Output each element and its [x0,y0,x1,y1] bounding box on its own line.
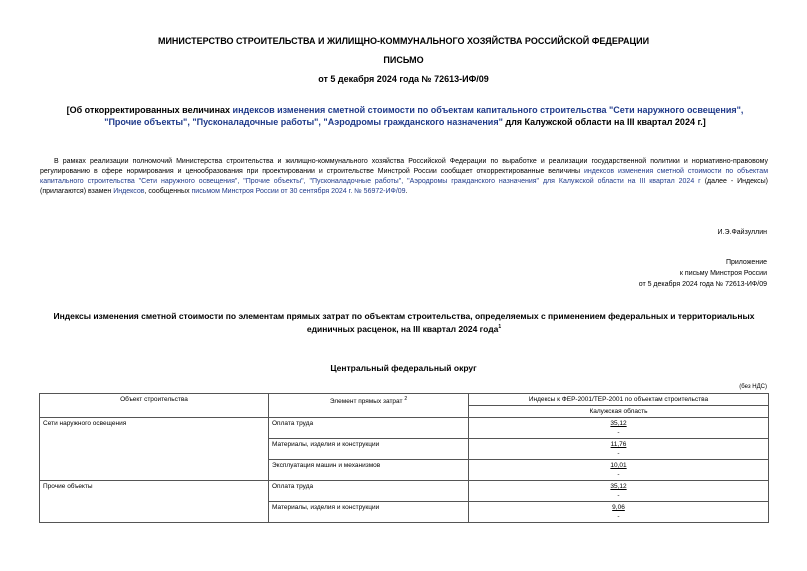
table-header-row [40,394,769,406]
body-link-previous-indices[interactable]: Индексов [113,188,145,195]
row-value-cell [469,502,769,523]
footnote-mark[interactable]: 1 [498,324,502,330]
header-indices: Индексы к ФЕР-2001/ТЕР-2001 по объектам строительства [469,394,769,406]
appendix-date: от 5 декабря 2024 года № 72613-ИФ/09 [638,281,767,288]
header-region: Калужская область [469,406,769,418]
table-row [40,418,769,439]
appendix-title-text: Индексы изменения сметной стоимости по элементам прямых затрат по объектам строительства, определяемых с применением федеральных и территориальных единичных расценок, на III квартал 2024 года [53,311,755,334]
body-text-4: . [405,188,408,195]
body-link-indices[interactable]: индексов изменения сметной стоимости по объектам капитального строительства "Сети наружного освещения", "Прочие объекты", "Пусконаладочные работы", "Аэродромы гражданского назначения" для Калужской области на III квартал 2024 г [40,168,769,185]
row-element: Оплата труда [269,418,469,439]
body-link-letter[interactable]: письмом Минстроя России от 30 сентября 2024 г. № 56972-ИФ/09 [191,188,406,195]
subject-close: для Калужской области на III квартал 2024 г.] [502,117,706,127]
subject-link[interactable]: индексов изменения сметной стоимости по объектам капитального строительства "Сети наружного освещения", "Прочие объекты", "Пусконаладочные работы", "Аэродромы гражданского назначения" [104,105,744,127]
document-date: от 5 декабря 2024 года № 72613-ИФ/09 [318,74,489,84]
row-dash: - [617,450,620,457]
row-value: 35,12 [610,420,627,427]
row-element: Оплата труда [269,481,469,502]
row-value: 11,76 [610,441,627,448]
signature: И.Э.Файзуллин [717,229,767,236]
letter-subject [50,104,760,128]
body-text-1: В рамках реализации полномочий Министерства строительства и жилищно-коммунального хозяйства Российской Федерации по выработке и реализации государственной политики и нормативно-правовому регулированию в сфере нормирования и ценообразования при проектировании и строительстве Минстрой России сообщает откорректированные величины [40,158,768,175]
table-row [40,481,769,502]
row-value-cell [469,481,769,502]
subject-open: [Об откорректированных величинах [66,105,233,115]
row-value-cell [469,439,769,460]
appendix-label: Приложение [725,259,767,266]
header-element [269,394,469,418]
row-object: Прочие объекты [40,481,269,523]
body-text-3: , сообщенных [144,188,192,195]
row-value: 10,01 [610,462,627,469]
district-title: Центральный федеральный округ [330,363,477,373]
row-dash: - [617,429,620,436]
row-value-cell [469,460,769,481]
row-value: 35,12 [610,483,627,490]
row-value: 9,06 [612,504,625,511]
row-dash: - [617,513,620,520]
row-element: Материалы, изделия и конструкции [269,439,469,460]
vat-note: (без НДС) [739,384,767,390]
header-object: Объект строительства [40,394,269,418]
appendix-title [40,311,768,335]
document-type: ПИСЬМО [383,55,424,65]
ministry-title: МИНИСТЕРСТВО СТРОИТЕЛЬСТВА И ЖИЛИЩНО-КОММУНАЛЬНОГО ХОЗЯЙСТВА РОССИЙСКОЙ ФЕДЕРАЦИИ [157,36,650,46]
header-footnote-mark[interactable]: 2 [404,396,408,402]
row-object: Сети наружного освещения [40,418,269,481]
indices-table [39,393,769,523]
row-dash: - [617,471,620,478]
row-value-cell [469,418,769,439]
row-element: Материалы, изделия и конструкции [269,502,469,523]
header-element-text: Элемент прямых затрат [329,398,403,406]
appendix-reference: к письму Минстроя России [679,270,767,277]
row-dash: - [617,492,620,499]
body-paragraph [40,157,768,197]
body-text-2: (далее - Индексы) (прилагаются) взамен [40,178,768,195]
row-element: Эксплуатация машин и механизмов [269,460,469,481]
